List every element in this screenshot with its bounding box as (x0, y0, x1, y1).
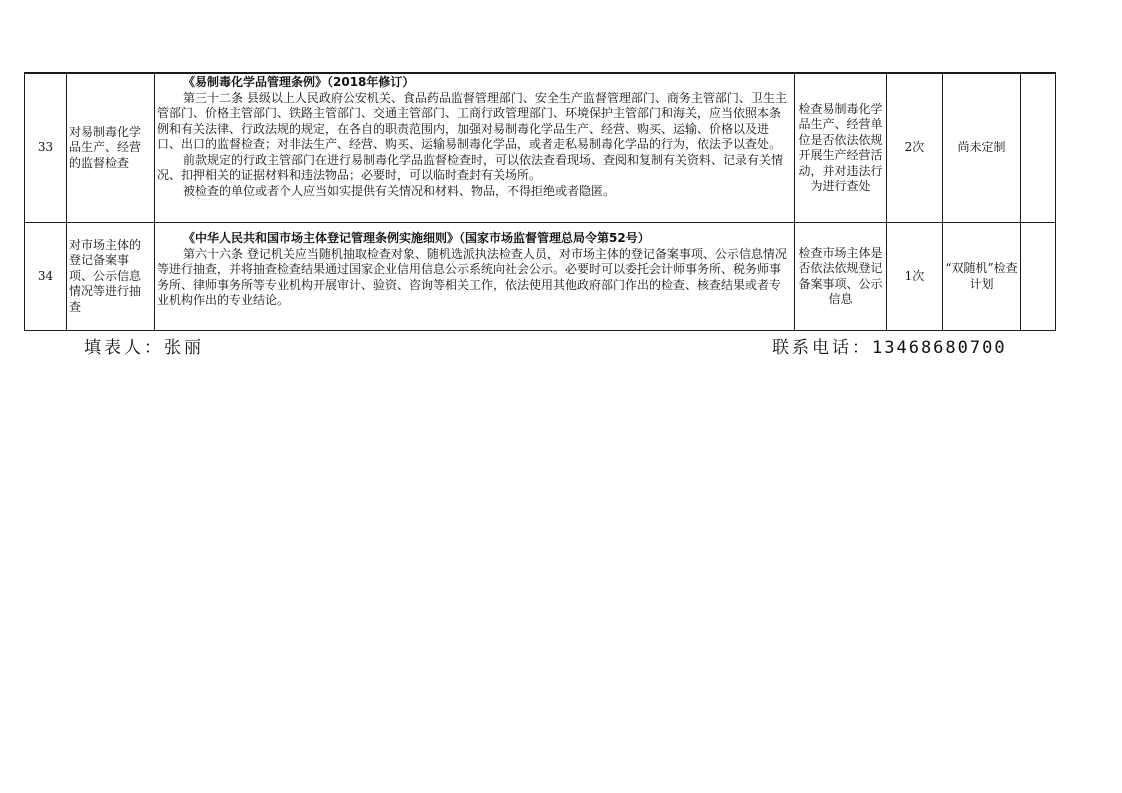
inspection-frequency: 2次 (887, 73, 943, 223)
table-row (25, 73, 1056, 223)
basis-title: 《易制毒化学品管理条例》（2018年修订） (183, 75, 415, 89)
inspection-content: 检查易制毒化学品生产、经营单位是否依法依规开展生产经营活动，并对违法行为进行查处 (795, 73, 887, 223)
filler-label: 填表人： (84, 338, 164, 358)
inspection-content: 检查市场主体是否依法依规登记备案事项、公示信息 (795, 223, 887, 331)
inspection-item: 对易制毒化学品生产、经营的监督检查 (67, 73, 155, 223)
basis-paragraph: 第三十二条 县级以上人民政府公安机关、食品药品监督管理部门、安全生产监督管理部门、商务主管部门、卫生主管部门、价格主管部门、铁路主管部门、交通主管部门、工商行政管理部门、环境保护主管部门和海关，应当依照本条例和有关法律、行政法规的规定，在各自的职责范围内，加强对易制毒化学品生产、经营、购买、运输、价格以及进口、出口的监督检查；对非法生产、经营、购买、运输易制毒化学品，或者走私易制毒化学品的行为，依法予以查处。 (157, 90, 787, 151)
legal-basis (155, 73, 795, 223)
legal-basis (155, 223, 795, 331)
inspection-table (24, 72, 1056, 331)
inspection-frequency: 1次 (887, 223, 943, 331)
note-cell (1021, 223, 1056, 331)
row-number: 33 (25, 73, 67, 223)
inspection-item: 对市场主体的登记备案事项、公示信息情况等进行抽查 (67, 223, 155, 331)
filler-info (84, 333, 204, 358)
filler-name: 张丽 (164, 338, 204, 358)
basis-title: 《中华人民共和国市场主体登记管理条例实施细则》（国家市场监督管理总局令第52号） (183, 231, 650, 245)
inspection-plan: “双随机”检查计划 (943, 223, 1021, 331)
basis-paragraph: 第六十六条 登记机关应当随机抽取检查对象、随机选派执法检查人员，对市场主体的登记备案事项、公示信息情况等进行抽查，并将抽查检查结果通过国家企业信用信息公示系统向社会公示。必要时可以委托会计师事务所、税务师事务所、律师事务所等专业机构开展审计、验资、咨询等相关工作，依法使用其他政府部门作出的检查、核查结果或者专业机构作出的专业结论。 (157, 246, 787, 307)
table-row (25, 223, 1056, 331)
note-cell (1021, 73, 1056, 223)
row-number: 34 (25, 223, 67, 331)
phone-number: 13468680700 (872, 338, 1007, 358)
contact-info (772, 333, 1007, 358)
basis-paragraph: 前款规定的行政主管部门在进行易制毒化学品监督检查时，可以依法查看现场、查阅和复制有关资料、记录有关情况、扣押相关的证据材料和违法物品；必要时，可以临时查封有关场所。 (157, 152, 784, 182)
phone-label: 联系电话： (772, 338, 872, 358)
basis-paragraph: 被检查的单位或者个人应当如实提供有关情况和材料、物品，不得拒绝或者隐匿。 (183, 183, 616, 198)
inspection-plan: 尚未定制 (943, 73, 1021, 223)
